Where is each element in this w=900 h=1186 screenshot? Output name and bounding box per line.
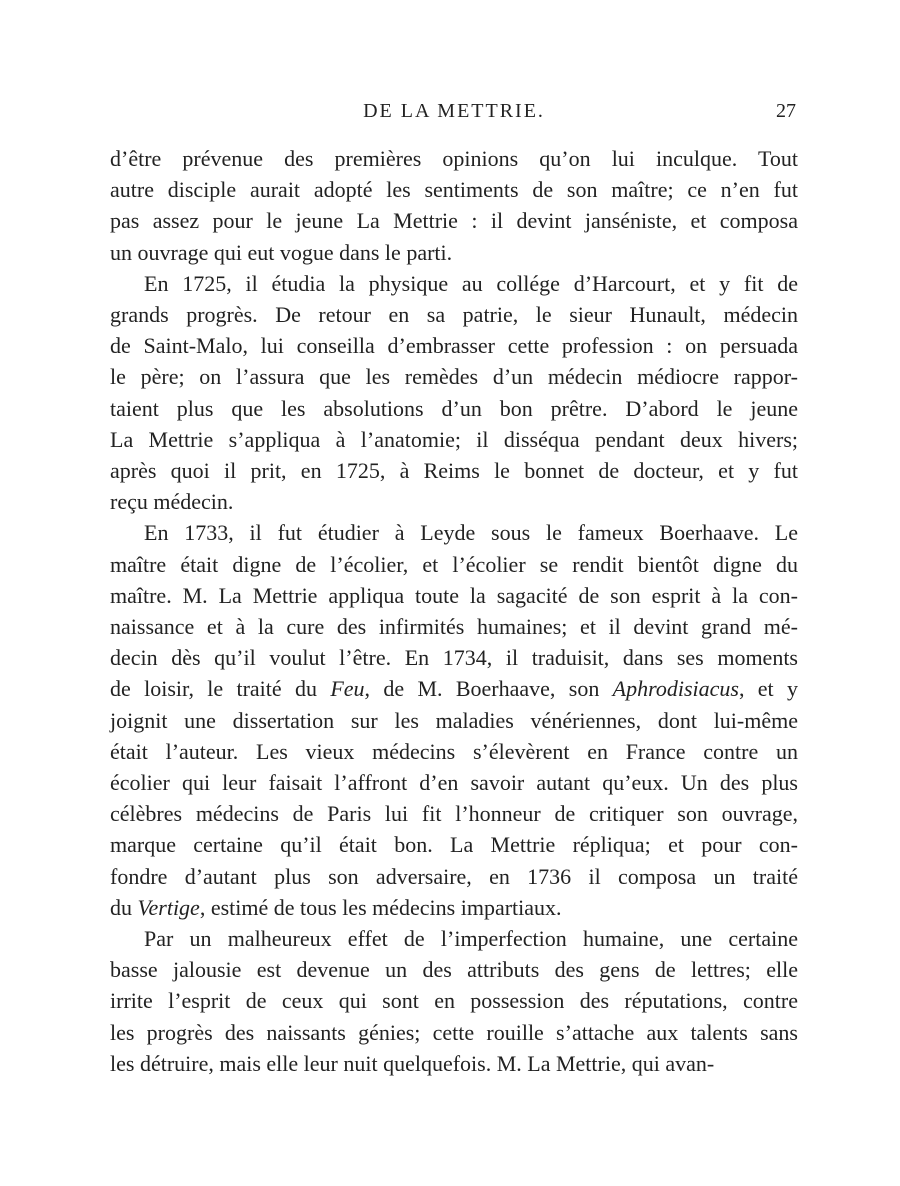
text-line: de loisir, le traité du Feu, de M. Boerhaave, son Aphrodisiacus, et y [110, 676, 798, 702]
text-line: naissance et à la cure des infirmités humaines; et il devint grand mé- [110, 614, 798, 640]
text-line: les détruire, mais elle leur nuit quelquefois. M. La Mettrie, qui avan- [110, 1050, 715, 1076]
text-line: grands progrès. De retour en sa patrie, le sieur Hunault, médecin [110, 302, 798, 328]
text-line: La Mettrie s’appliqua à l’anatomie; il disséqua pendant deux hivers; [110, 426, 798, 452]
text-line: basse jalousie est devenue un des attributs des gens de lettres; elle [110, 957, 798, 983]
text-line: autre disciple aurait adopté les sentiments de son maître; ce n’en fut [110, 177, 798, 203]
text-line: maître. M. La Mettrie appliqua toute la sagacité de son esprit à la con- [110, 582, 798, 608]
text-line: écolier qui leur faisait l’affront d’en savoir autant qu’eux. Un des plus [110, 770, 798, 796]
text-line: du Vertige, estimé de tous les médecins impartiaux. [110, 894, 562, 920]
text-line: était l’auteur. Les vieux médecins s’élevèrent en France contre un [110, 738, 798, 764]
paragraph [110, 268, 798, 518]
body-text [110, 143, 798, 1079]
text-line: taient plus que les absolutions d’un bon prêtre. D’abord le jeune [110, 395, 798, 421]
text-line: marque certaine qu’il était bon. La Mettrie répliqua; et pour con- [110, 832, 798, 858]
text-line: irrite l’esprit de ceux qui sont en possession des réputations, contre [110, 988, 798, 1014]
text-line: célèbres médecins de Paris lui fit l’honneur de critiquer son ouvrage, [110, 801, 798, 827]
text-line: fondre d’autant plus son adversaire, en 1736 il composa un traité [110, 863, 798, 889]
text-line: après quoi il prit, en 1725, à Reims le bonnet de docteur, et y fut [110, 458, 798, 484]
text-line: En 1725, il étudia la physique au collége d’Harcourt, et y fit de [144, 270, 798, 296]
paragraph [110, 143, 798, 268]
running-title: DE LA METTRIE. [363, 100, 545, 122]
text-line: un ouvrage qui eut vogue dans le parti. [110, 239, 453, 265]
text-line: pas assez pour le jeune La Mettrie : il devint janséniste, et composa [110, 208, 798, 234]
text-line: de Saint-Malo, lui conseilla d’embrasser cette profession : on persuada [110, 333, 798, 359]
running-head [110, 100, 798, 134]
text-line: Par un malheureux effet de l’imperfection humaine, une certaine [144, 926, 798, 952]
paragraph [110, 923, 798, 1079]
italic-title: Feu [330, 676, 365, 702]
text-line: En 1733, il fut étudier à Leyde sous le fameux Boerhaave. Le [144, 520, 798, 546]
italic-title: Aphrodisiacus [612, 676, 739, 702]
book-page [110, 100, 798, 1079]
text-line: le père; on l’assura que les remèdes d’un médecin médiocre rappor- [110, 364, 798, 390]
text-line: les progrès des naissants génies; cette rouille s’attache aux talents sans [110, 1019, 798, 1045]
text-line: joignit une dissertation sur les maladies vénériennes, dont lui-même [110, 707, 798, 733]
text-line: decin dès qu’il voulut l’être. En 1734, il traduisit, dans ses moments [110, 645, 798, 671]
text-line: d’être prévenue des premières opinions qu’on lui inculque. Tout [110, 146, 798, 171]
page-number: 27 [776, 100, 796, 122]
text-line: reçu médecin. [110, 489, 234, 515]
italic-title: Vertige [137, 894, 200, 920]
paragraph [110, 517, 798, 923]
text-line: maître était digne de l’écolier, et l’écolier se rendit bientôt digne du [110, 551, 798, 577]
